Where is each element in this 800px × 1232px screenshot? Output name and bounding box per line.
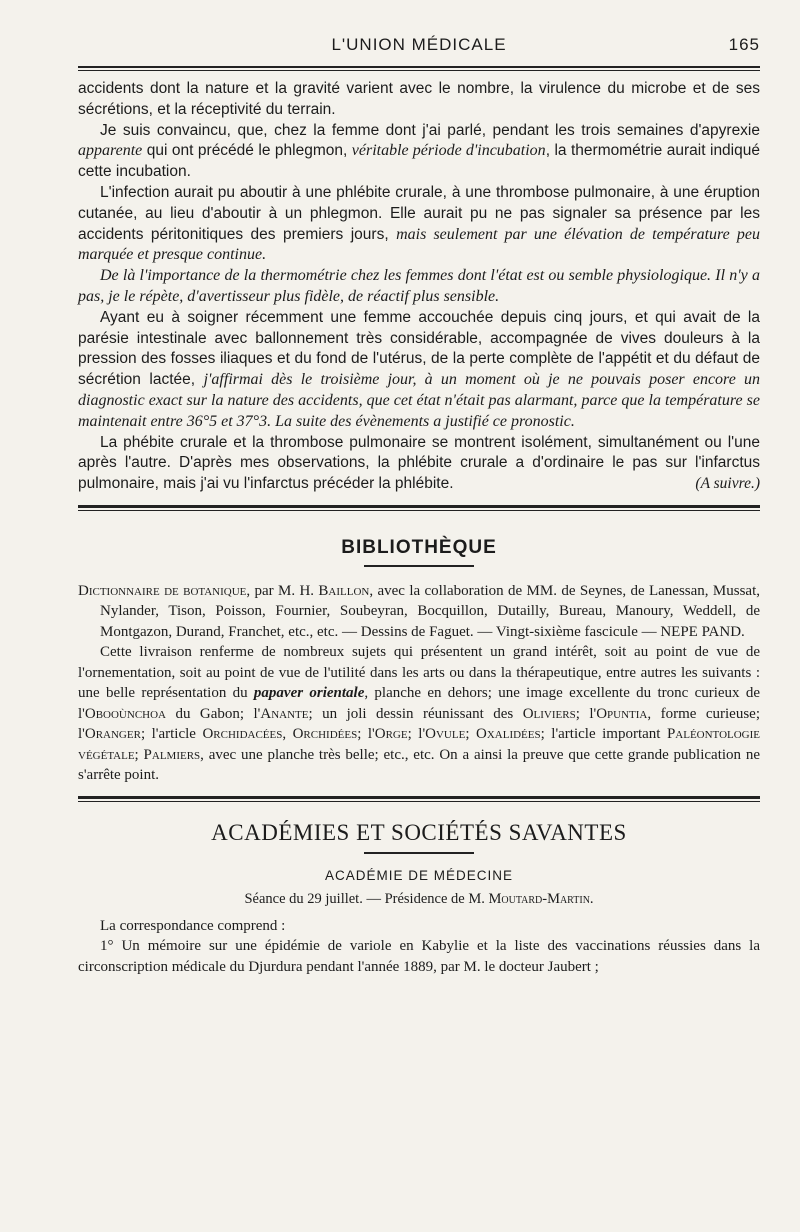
p2-text-c: , la thermométrie aurait indiqué cette incubation. bbox=[78, 142, 760, 181]
review-text: du Gabon; l' bbox=[166, 705, 261, 722]
correspondance-section bbox=[78, 916, 760, 978]
correspondance-item-1: 1° Un mémoire sur une épidémie de variole en Kabylie et la liste des vaccinations réussies dans la circonscription médicale du Djurdura pendant l'année 1889, par M. le docteur Jaubert ; bbox=[78, 938, 760, 975]
review-text: ; un joli dessin réunissant des bbox=[308, 705, 523, 722]
bibliotheque-section bbox=[78, 581, 760, 786]
review-sc: Paléontologie végétale bbox=[78, 726, 761, 763]
correspondance-intro: La correspondance comprend : bbox=[100, 917, 286, 934]
p3-italic: mais seulement par une élévation de température peu marquée et presque continue. bbox=[78, 225, 761, 264]
review-text: ; l' bbox=[407, 726, 426, 743]
a-suivre: (A suivre.) bbox=[695, 475, 760, 493]
review-sc: Obooùnchoa bbox=[84, 705, 166, 722]
paragraph-1: accidents dont la nature et la gravité varient avec le nombre, la virulence du microbe et de ses sécrétions, et la réceptivité du terrain. bbox=[78, 80, 760, 118]
paragraph-6 bbox=[78, 433, 760, 495]
seance-end: . bbox=[589, 890, 594, 907]
page-number: 165 bbox=[728, 35, 760, 54]
entry-author: Baillon bbox=[318, 582, 370, 599]
review-text: ; bbox=[134, 746, 144, 763]
review-italic: papaver orientale bbox=[253, 685, 365, 702]
seance-text: Séance du 29 juillet. — Présidence de M. bbox=[244, 890, 489, 907]
review-sc: Oxalidées bbox=[476, 726, 541, 743]
heading-short-rule bbox=[364, 565, 474, 567]
review-text: ; l' bbox=[357, 726, 375, 743]
review-text: , forme curieuse; l' bbox=[78, 705, 760, 743]
academies-heading: ACADÉMIES ET SOCIÉTÉS SAVANTES bbox=[211, 819, 627, 845]
review-text: ; l'article bbox=[140, 726, 203, 743]
section-separator bbox=[78, 796, 760, 802]
p2-text-a: Je suis convaincu, que, chez la femme dont j'ai parlé, pendant les trois semaines d'apyrexie bbox=[100, 121, 760, 139]
review-text: , planche en dehors; une image excellente du tronc curieux de l' bbox=[78, 685, 760, 722]
p6-text: La phébite crurale et la thrombose pulmonaire se montrent isolément, simultanément ou l'une après l'autre. D'après mes observations, la phlébite crurale a d'ordinaire le pas sur l'infarctus pulmonaire, mais j'ai vu l'infarctus précéder la phlébite. bbox=[78, 433, 760, 493]
review-sc: Oranger bbox=[84, 726, 141, 743]
section-separator bbox=[78, 505, 760, 511]
review-text: ; l' bbox=[575, 705, 597, 722]
p2-italic-b: véritable période d'incubation bbox=[351, 142, 546, 160]
academie-subheading: ACADÉMIE DE MÉDECINE bbox=[324, 867, 514, 883]
paragraph-5 bbox=[78, 308, 760, 433]
entry-title: Dictionnaire de botanique bbox=[78, 582, 247, 599]
review-text: , avec une planche très belle; etc., etc. On a ainsi la preuve que cette grande publication ne s'arrête point. bbox=[78, 746, 760, 784]
entry-details: , avec la collaboration de MM. de Seynes, de Lanessan, Mussat, Nylander, Tison, Poisson, Fournier, Soubeyran, Bocquillon, Dutailly, Bureau, Manoury, Weddell, de Montgazon, Durand, Franchet, etc., etc. — Dessins de Faguet. — Vingt-sixième fascicule — NEPE PAND. bbox=[100, 582, 760, 640]
p4-italic: De là l'importance de la thermométrie chez les femmes dont l'état est ou semble physiologique. Il n'y a pas, je le répète, d'avertisseur plus fidèle, de réactif plus sensible. bbox=[78, 267, 760, 305]
paragraph-4 bbox=[78, 266, 760, 308]
p2-text-b: qui ont précédé le phlegmon, bbox=[142, 142, 352, 160]
p3-text: L'infection aurait pu aboutir à une phlébite crurale, à une thrombose pulmonaire, à une éruption cutanée, au lieu d'aboutir à un phlegmon. Elle aurait pu ne pas signaler sa présence par les accidents péritonitiques des premiers jours, bbox=[78, 183, 760, 243]
review-sc: Orge bbox=[374, 726, 408, 743]
review-sc: Palmiers bbox=[143, 746, 201, 763]
p5-text: Ayant eu à soigner récemment une femme accouchée depuis cinq jours, et qui avait de la parésie intestinale avec ballonnement très considérable, accompagnée de vives douleurs à la pression des fosses iliaques et du fond de l'utérus, de la perte complète de l'appétit et du défaut de sécrétion lactée, bbox=[78, 308, 760, 389]
paragraph-3 bbox=[78, 183, 760, 266]
heading-short-rule bbox=[364, 852, 474, 854]
review-text: Cette livraison renferme de nombreux sujets qui présentent un grand intérêt, soit au point de vue de l'ornementation, soit au point de vue de l'utilité dans les arts ou dans la thérapeutique, entre autres les suivants : une belle représentation du bbox=[78, 644, 760, 702]
review-text: ; l'article important bbox=[540, 726, 667, 743]
article-body bbox=[78, 79, 760, 495]
running-head bbox=[78, 34, 760, 62]
journal-title: L'UNION MÉDICALE bbox=[331, 35, 507, 54]
review-sc: Orchidacées, Orchidées bbox=[202, 726, 358, 743]
review-sc: Anante bbox=[260, 705, 309, 722]
seance-line bbox=[78, 891, 760, 908]
bibliotheque-heading: BIBLIOTHÈQUE bbox=[341, 536, 497, 558]
review-sc: Oliviers bbox=[522, 705, 576, 722]
paragraph-2 bbox=[78, 121, 760, 183]
entry-by: , par M. H. bbox=[246, 582, 319, 599]
p2-italic-a: apparente bbox=[78, 142, 143, 160]
seance-president: Moutard-Martin bbox=[488, 890, 590, 907]
header-rule bbox=[78, 66, 760, 71]
review-text: ; bbox=[465, 726, 476, 743]
bibliography-entry bbox=[78, 581, 760, 643]
review-sc: Ovule bbox=[425, 726, 466, 743]
p5-italic: j'affirmai dès le troisième jour, à un moment où je ne pouvais poser encore un diagnostic exact sur la nature des accidents, que cet état n'était pas alarmant, parce que la température se maintenait entre 36°5 et 37°3. La suite des évènements a justifié ce pronostic. bbox=[78, 371, 760, 430]
review-sc: Opuntia bbox=[596, 705, 648, 722]
bibliography-review bbox=[78, 642, 760, 786]
